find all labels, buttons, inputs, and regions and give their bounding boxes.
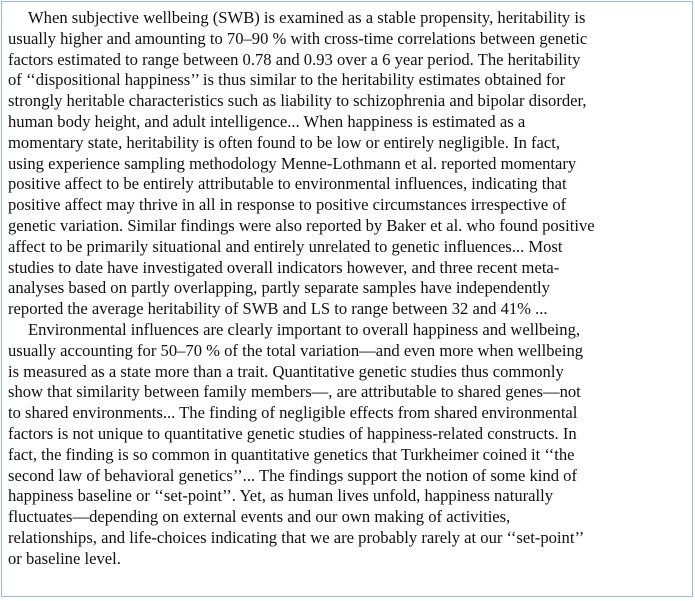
text-line: reported the average heritability of SWB and LS to range between 32 and 41% ... xyxy=(8,299,548,319)
text-line: Environmental influences are clearly important to overall happiness and wellbeing, xyxy=(28,319,581,339)
text-line: of ‘‘dispositional happiness’’ is thus similar to the heritability estimates obtained for xyxy=(8,70,566,90)
paragraph-1 xyxy=(8,8,684,320)
text-line: When subjective wellbeing (SWB) is examined as a stable propensity, heritability is xyxy=(28,8,586,27)
text-line: momentary state, heritability is often found to be low or entirely negligible. In fact, xyxy=(8,132,561,152)
paragraph-2 xyxy=(8,320,684,570)
text-line: positive affect may thrive in all in response to positive circumstances irrespective of xyxy=(8,195,567,215)
text-line: studies to date have investigated overall indicators however, and three recent meta- xyxy=(8,257,560,277)
text-line: strongly heritable characteristics such as liability to schizophrenia and bipolar disorder, xyxy=(8,91,587,111)
text-line: factors is not unique to quantitative genetic studies of happiness-related constructs. In xyxy=(8,423,577,443)
text-line: usually higher and amounting to 70–90 % with cross-time correlations between genetic xyxy=(8,28,588,48)
text-line: affect to be primarily situational and entirely unrelated to genetic influences... Most xyxy=(8,236,563,256)
text-line: using experience sampling methodology Menne-Lothmann et al. reported momentary xyxy=(8,153,577,173)
text-box xyxy=(1,1,693,597)
text-line: relationships, and life-choices indicating that we are probably rarely at our ‘‘set-point’’ xyxy=(8,527,585,547)
document-body xyxy=(8,8,684,570)
text-line: show that similarity between family members—, are attributable to shared genes—not xyxy=(8,382,581,402)
text-line: human body height, and adult intelligence... When happiness is estimated as a xyxy=(8,111,526,131)
text-line: or baseline level. xyxy=(8,548,121,568)
text-line: factors estimated to range between 0.78 and 0.93 over a 6 year period. The heritability xyxy=(8,49,581,69)
text-line: second law of behavioral genetics’’... The findings support the notion of some kind of xyxy=(8,465,577,485)
text-line: usually accounting for 50–70 % of the total variation—and even more when wellbeing xyxy=(8,340,584,360)
text-line: positive affect to be entirely attributable to environmental influences, indicating that xyxy=(8,174,567,194)
text-line: is measured as a state more than a trait. Quantitative genetic studies thus commonly xyxy=(8,361,564,381)
text-line: genetic variation. Similar findings were also reported by Baker et al. who found positive xyxy=(8,215,595,235)
text-line: happiness baseline or ‘‘set-point’’. Yet, as human lives unfold, happiness naturally xyxy=(8,486,554,506)
text-line: fluctuates—depending on external events and our own making of activities, xyxy=(8,507,511,527)
text-line: fact, the finding is so common in quantitative genetics that Turkheimer coined it ‘‘the xyxy=(8,444,575,464)
text-line: to shared environments... The finding of negligible effects from shared environmental xyxy=(8,403,578,423)
text-line: analyses based on partly overlapping, partly separate samples have independently xyxy=(8,278,550,298)
